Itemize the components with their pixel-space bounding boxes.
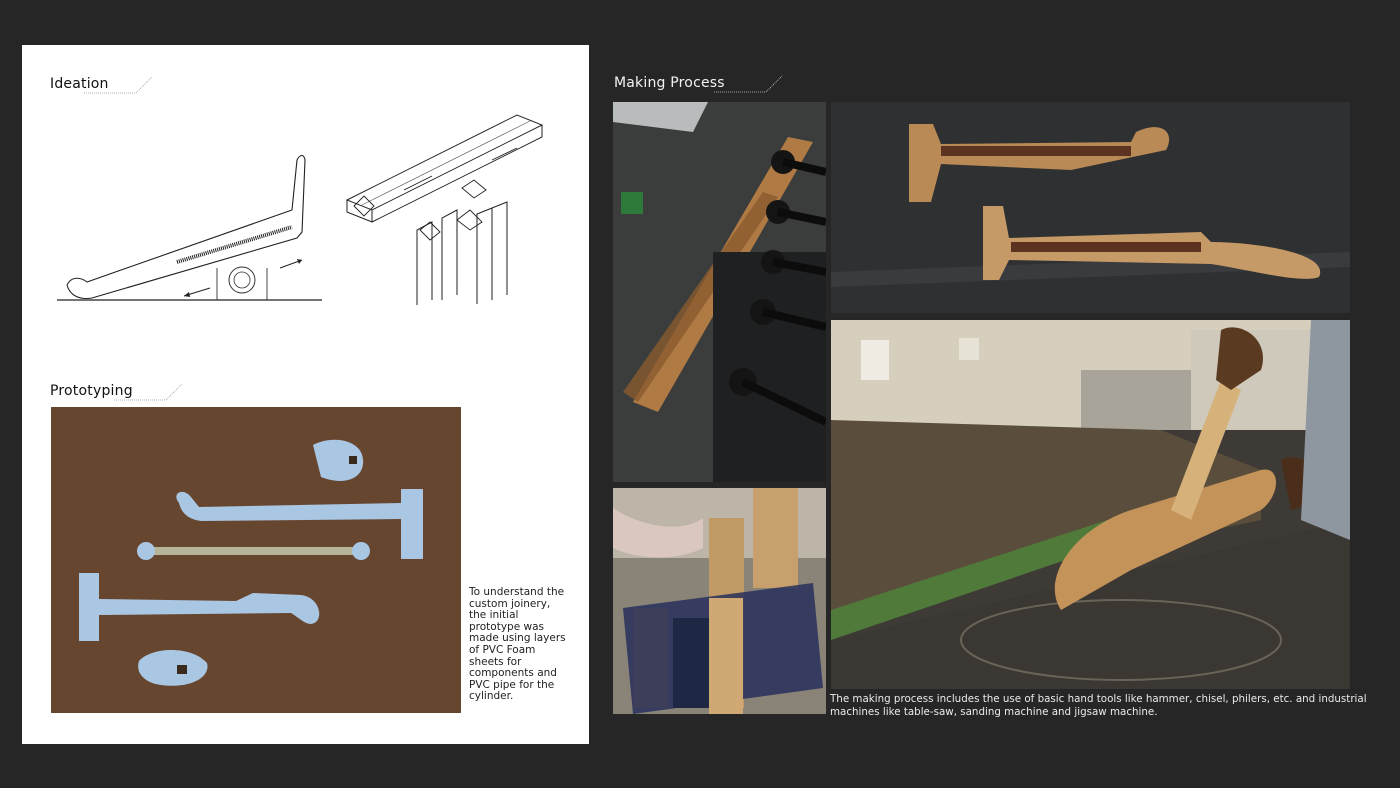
vise-photo <box>613 488 826 714</box>
table-saw-photo <box>831 320 1350 689</box>
making-process-heading-rule <box>714 74 784 94</box>
ideation-sketch-stand <box>52 150 332 310</box>
clamping-photo <box>613 102 826 482</box>
ideation-heading-rule <box>84 75 154 95</box>
prototyping-heading: Prototyping <box>50 383 133 399</box>
finished-parts-photo <box>831 102 1350 313</box>
ideation-heading: Ideation <box>50 76 109 92</box>
making-process-caption: The making process includes the use of basic hand tools like hammer, chisel, philers, etc. and industrial machines like table-saw, sanding machine and jigsaw machine. <box>830 693 1367 718</box>
making-process-heading: Making Process <box>614 75 725 91</box>
prototype-photo <box>51 407 461 713</box>
ideation-sketch-joinery <box>342 110 552 310</box>
ideation-prototyping-panel <box>22 45 589 744</box>
prototyping-heading-rule <box>114 382 184 402</box>
prototyping-caption: To understand the custom joinery, the initial prototype was made using layers of PVC Foam sheets for components and PVC pipe for the cylinder. <box>469 586 566 703</box>
